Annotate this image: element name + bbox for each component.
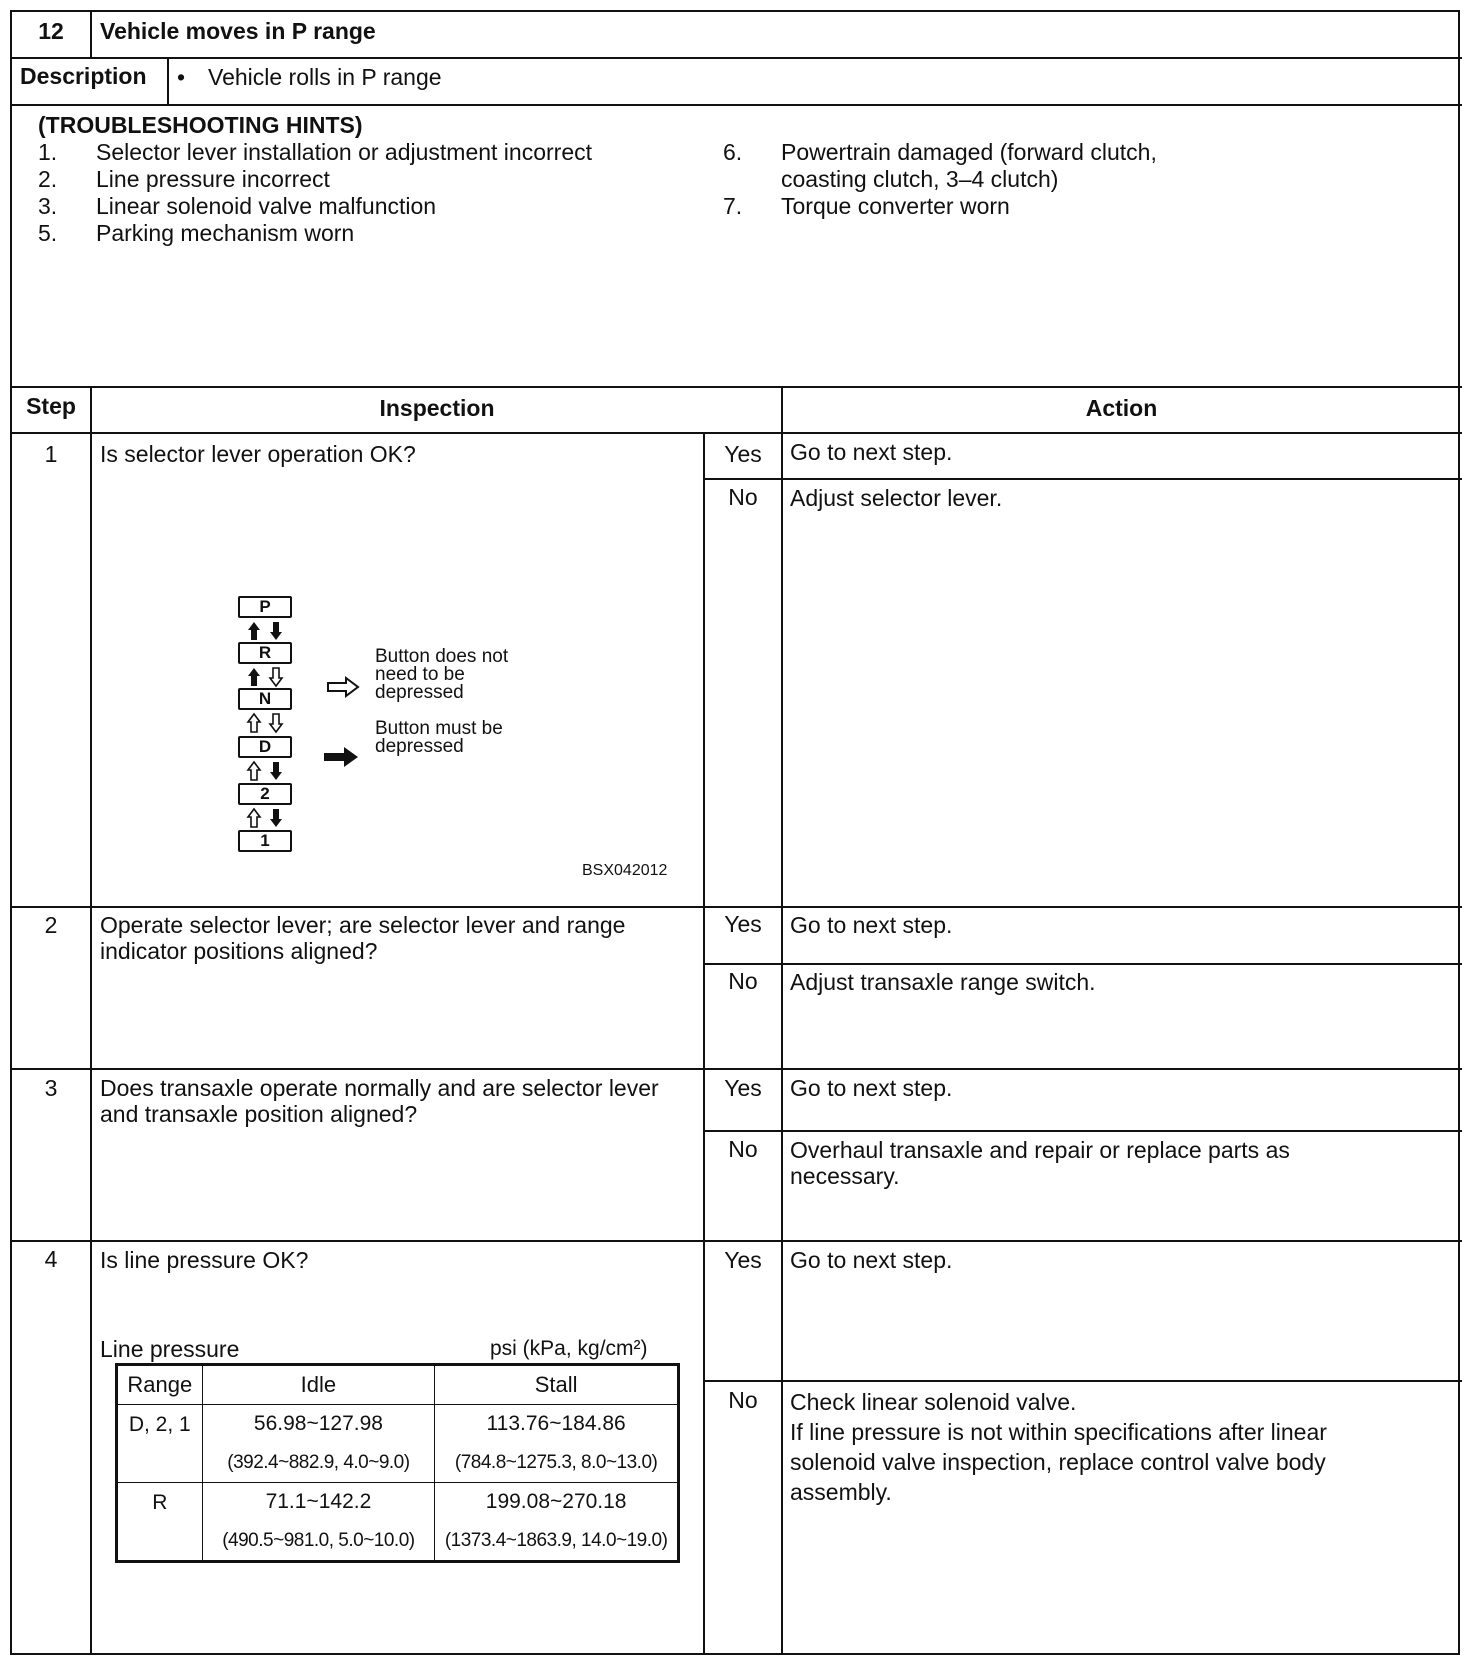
yes-label: Yes [724, 911, 762, 937]
rule-step1-end [10, 906, 1462, 908]
range-cell-spacer [118, 1522, 203, 1561]
header-range: Range [118, 1366, 203, 1405]
rule-step2-yes-no [703, 963, 1462, 965]
range-cell: D, 2, 1 [118, 1405, 203, 1444]
no-action: Overhaul transaxle and repair or replace parts as necessary. [790, 1137, 1290, 1189]
step-question: Is selector lever operation OK? [100, 441, 416, 467]
step-number: 2 [44, 912, 58, 938]
header-idle: Idle [202, 1366, 435, 1405]
hints-heading: (TROUBLESHOOTING HINTS) [38, 112, 363, 138]
no-action: Adjust selector lever. [790, 485, 1003, 511]
rule-action-column [781, 386, 783, 1654]
step-question: Operate selector lever; are selector lever and range indicator positions aligned? [100, 912, 626, 964]
rule-step3-end [10, 1240, 1462, 1242]
legend-solid-arrow: Button must be depressed [375, 718, 503, 757]
gear-p: P [238, 596, 292, 618]
gear-r: R [238, 642, 292, 664]
idle-metric-cell: (392.4~882.9, 4.0~9.0) [202, 1444, 435, 1483]
no-label: No [728, 1136, 758, 1162]
rule-above-steps [10, 386, 1462, 388]
yes-action: Go to next step. [790, 1075, 953, 1101]
idle-metric-cell: (490.5~981.0, 5.0~10.0) [202, 1522, 435, 1561]
step-question: Is line pressure OK? [100, 1247, 309, 1273]
legend-hollow-arrow: Button does not need to be depressed [375, 646, 509, 703]
table-header-row [118, 1366, 678, 1405]
stall-metric-cell: (1373.4~1863.9, 14.0~19.0) [435, 1522, 678, 1561]
gear-d: D [238, 736, 292, 758]
rule-title-number [90, 10, 92, 58]
stall-psi-cell: 113.76~184.86 [435, 1405, 678, 1444]
no-action: Check linear solenoid valve. If line pressure is not within specifications after linear solenoid valve inspection, replace control valve body assembly. [790, 1389, 1327, 1505]
page-title: Vehicle moves in P range [100, 18, 376, 44]
yes-label: Yes [724, 1247, 762, 1273]
table-row-metric [118, 1444, 678, 1483]
rule-step2-end [10, 1068, 1462, 1070]
rule-under-description [10, 104, 1462, 106]
hollow-up-hollow-down-arrows-icon [246, 712, 286, 734]
column-header-step: Step [26, 393, 76, 419]
table-row-metric [118, 1522, 678, 1561]
idle-psi-cell: 71.1~142.2 [202, 1483, 435, 1522]
stall-psi-cell: 199.08~270.18 [435, 1483, 678, 1522]
line-pressure-table [115, 1363, 680, 1563]
yes-action: Go to next step. [790, 439, 953, 465]
stall-metric-cell: (784.8~1275.3, 8.0~13.0) [435, 1444, 678, 1483]
no-label: No [728, 968, 758, 994]
range-cell-spacer [118, 1444, 203, 1483]
range-cell: R [118, 1483, 203, 1522]
hollow-up-solid-down-arrows-icon [246, 807, 286, 829]
step-number: 3 [44, 1075, 58, 1101]
rule-step4-yes-no [703, 1380, 1462, 1382]
rule-under-title [10, 57, 1462, 59]
gear-n: N [238, 688, 292, 710]
rule-step1-yes-no [703, 478, 1462, 480]
gear-2: 2 [238, 783, 292, 805]
solid-right-arrow-icon [322, 746, 360, 768]
yes-label: Yes [724, 1075, 762, 1101]
description-text: Vehicle rolls in P range [208, 64, 442, 90]
hollow-up-solid-down-arrows-icon [246, 760, 286, 782]
hint-item: 7. Torque converter worn [723, 193, 1010, 219]
line-pressure-units: psi (kPa, kg/cm²) [490, 1337, 648, 1360]
yes-action: Go to next step. [790, 912, 953, 938]
rule-description-label [167, 57, 169, 105]
step-question: Does transaxle operate normally and are selector lever and transaxle position aligned? [100, 1075, 659, 1127]
column-header-action: Action [1085, 395, 1158, 421]
hint-item: 2. Line pressure incorrect [38, 166, 330, 192]
hints-left-list [38, 139, 592, 247]
hints-right-list [723, 139, 1157, 220]
rule-yesno-column [703, 432, 705, 1654]
table-row [118, 1483, 678, 1522]
hollow-right-arrow-icon [326, 676, 360, 698]
no-action: Adjust transaxle range switch. [790, 969, 1096, 995]
no-label: No [728, 484, 758, 510]
gear-1: 1 [238, 830, 292, 852]
yes-action: Go to next step. [790, 1247, 953, 1273]
solid-up-hollow-down-arrows-icon [246, 666, 286, 688]
line-pressure-label: Line pressure [100, 1336, 240, 1362]
hint-item: 5. Parking mechanism worn [38, 220, 355, 246]
description-bullet: • [177, 64, 186, 90]
step-number: 1 [44, 441, 58, 467]
idle-psi-cell: 56.98~127.98 [202, 1405, 435, 1444]
rule-under-headers [10, 432, 1462, 434]
rule-step-column [90, 386, 92, 1654]
header-stall: Stall [435, 1366, 678, 1405]
yes-label: Yes [724, 441, 762, 467]
no-label: No [728, 1387, 758, 1413]
description-label: Description [20, 63, 147, 89]
step-number: 4 [44, 1246, 58, 1272]
hint-item-continued: coasting clutch, 3–4 clutch) [781, 166, 1059, 192]
item-number: 12 [38, 18, 64, 44]
hint-item: 6. Powertrain damaged (forward clutch, [723, 139, 1157, 165]
column-header-inspection: Inspection [379, 395, 495, 421]
rule-step3-yes-no [703, 1130, 1462, 1132]
hint-item: 3. Linear solenoid valve malfunction [38, 193, 437, 219]
hint-item: 1. Selector lever installation or adjustment incorrect [38, 139, 593, 165]
solid-up-solid-down-arrows-icon [246, 620, 286, 642]
table-row [118, 1405, 678, 1444]
figure-code: BSX042012 [582, 862, 668, 879]
